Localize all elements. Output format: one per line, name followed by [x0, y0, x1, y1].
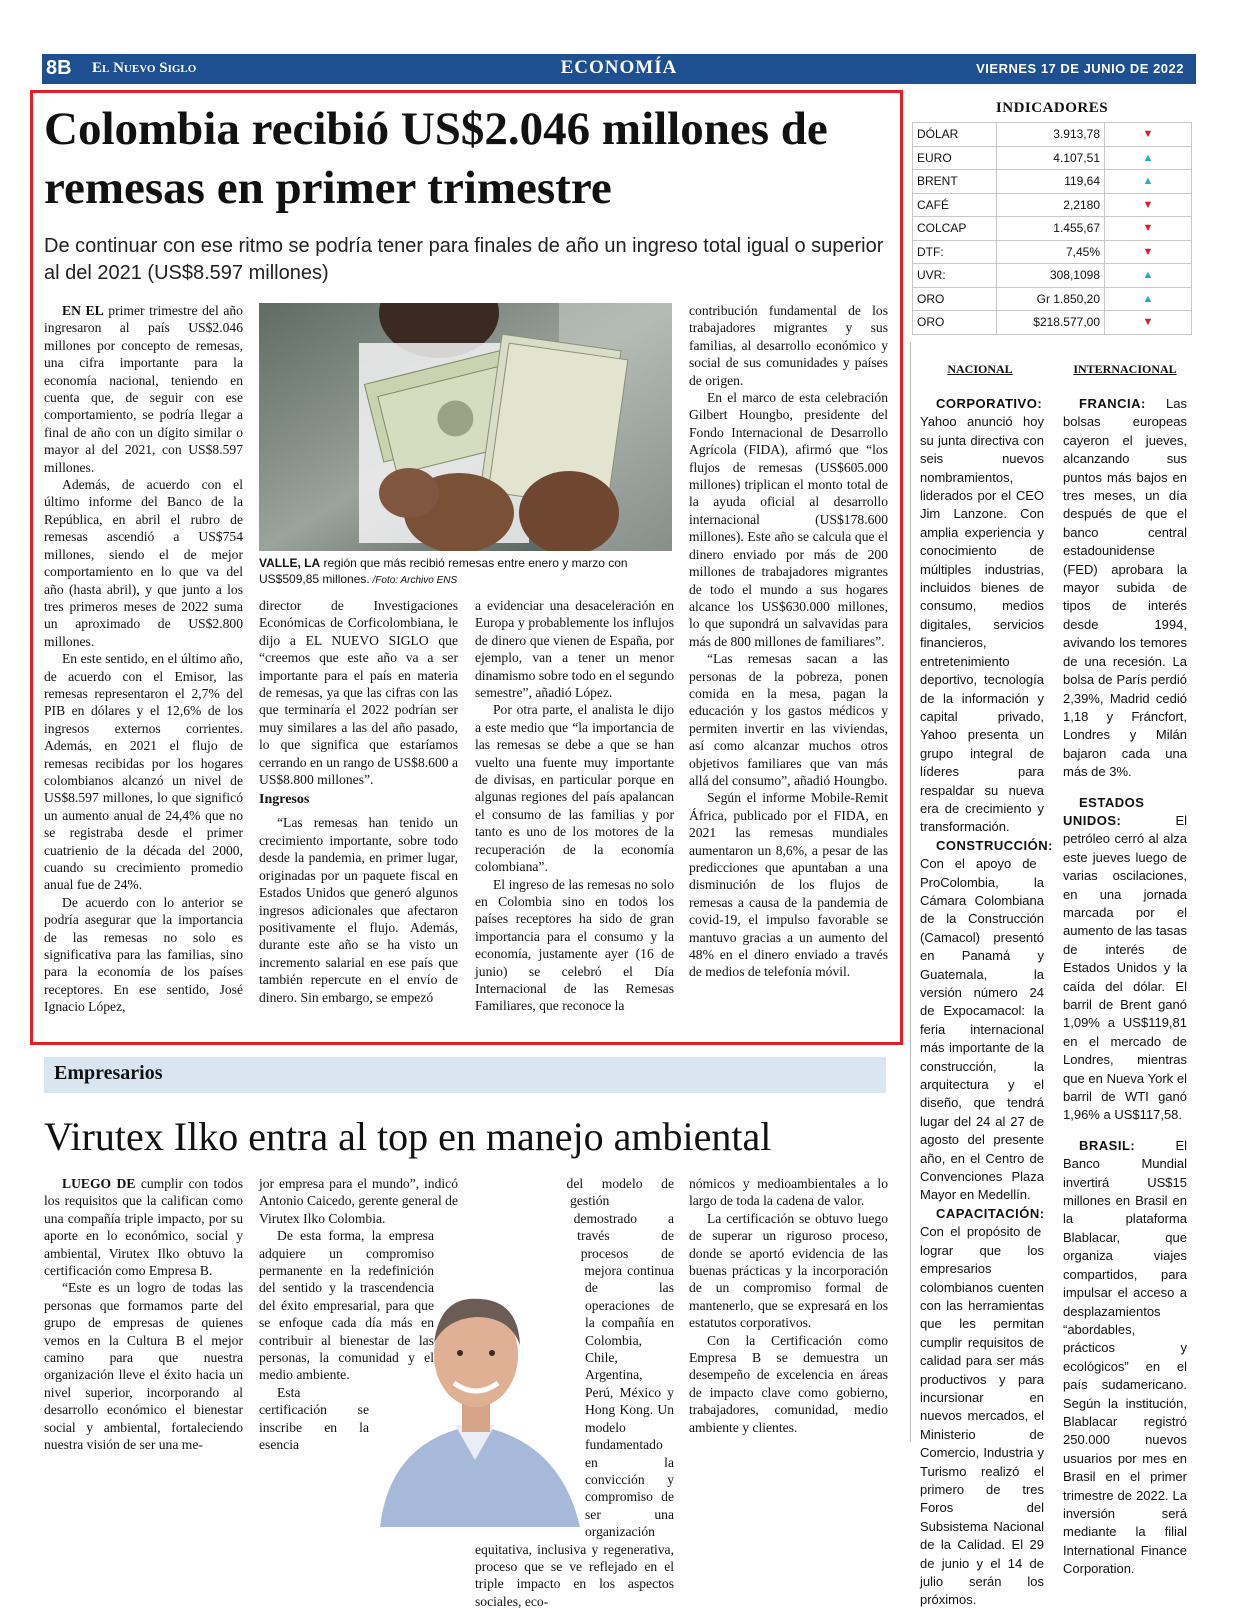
indicator-row [913, 217, 1192, 241]
brief-text: Yahoo anunció hoy su junta directiva con seis nuevos nombramientos, liderados por el CEO Jim Lanzone. Con amplia experiencia y conocimiento de múltiples industrias, incluidos bienes de consumo, medios digitales, servicios financieros, entretenimiento deportivo, tecnología de la información y capital privado, Yahoo presenta un grupo integral de líderes para respaldar su nueva era de crecimiento y transformación. [920, 414, 1044, 835]
page-number: 8B [46, 57, 72, 79]
indicator-row [913, 123, 1192, 147]
indicator-name: ORO [913, 311, 997, 335]
paragraph: a evidenciar una desaceleración en Europa y probablemente los influjos de dinero que vienen de España, por ejemplo, van a tener un menor dinamismo sobre todo en el segundo semestre”, añadió López. [475, 598, 674, 701]
paragraph: La certificación se obtuvo luego de superar un riguroso proceso, donde se aportó evidencia de las buenas prácticas y la incorporación de un compromiso formal de mantenerlo, que se expresará en los estatutos corporativos. [689, 1210, 888, 1331]
brief-text: Con el propósito de lograr que los empresarios colombianos cuenten con las herramientas que les permitan cumplir requisitos de calidad para ser más productivos y para incursionar en nuevos mercados, el Ministerio de Comercio, Industria y Turismo realizó el primero de tres Foros del Subsistema Nacional de la Calidad. El 29 de junio y el 14 de julio serán los próximos. [920, 1224, 1044, 1608]
section-band [44, 1057, 886, 1093]
indicator-value: $218.577,00 [996, 311, 1104, 335]
paragraph: del modelo de gestión demostrado a través de procesos de mejora continua de las operaciones de la compañía en Colombia, Chile, Argentina, Perú, México y Hong Kong. Un modelo fundamentado en la convicción y compromiso de ser una organización equitativa, inclusiva y regenerativa, proceso que se ve reflejado en el triple impacto en los aspectos sociales, eco- [475, 1176, 674, 1609]
header-bar [42, 54, 1196, 84]
indicator-name: DTF: [913, 240, 997, 264]
paragraph: En este sentido, en el último año, de acuerdo con el Emisor, las remesas representaron el 2,7% del PIB en dólares y el 12,6% de los ingresos externos corrientes. Además, en 2021 el flujo de remesas recibidas por los hogares colombianos alcanzó un nivel de US$8.597 millones, lo que significó un aumento anual de 24,4% que no se registraba desde el primer cuatrienio de la década del 2000, cuando su crecimiento promedio anual fue de 24%. [44, 651, 243, 893]
paragraph: contribución fundamental de los trabajadores migrantes y sus familias, al desarrollo económico y social de sus comunidades y países de origen. [689, 303, 888, 388]
article-column-3 [475, 597, 674, 1015]
arrow-up-icon: ▲ [1105, 146, 1192, 170]
article-column-4 [689, 302, 888, 981]
section-band-label: Empresarios [54, 1062, 163, 1084]
issue-date: VIERNES 17 DE JUNIO DE 2022 [976, 61, 1184, 76]
brief-title: CONSTRUCCIÓN: [936, 837, 1053, 853]
caption-kicker: VALLE, LA [259, 556, 321, 570]
second-column-4 [689, 1175, 888, 1436]
kicker: EN EL [62, 303, 104, 318]
paragraph: De esta forma, la empresa adquiere un compromiso permanente en la redefinición del sentido y la trascendencia del éxito empresarial, para que se enfoque cada día más en contribuir al bienestar de las personas, la comunidad y el medio ambiente. [259, 1228, 434, 1383]
arrow-down-icon: ▼ [1105, 217, 1192, 241]
brief-title: CAPACITACIÓN: [936, 1205, 1045, 1221]
brief-title: FRANCIA: [1079, 396, 1146, 411]
indicator-value: 308,1098 [996, 264, 1104, 288]
indicator-row [913, 193, 1192, 217]
brief-title: CORPORATIVO: [936, 396, 1043, 411]
kicker: LUEGO DE [62, 1176, 136, 1191]
newspaper-name: El Nuevo Siglo [92, 60, 197, 76]
article-lead: De continuar con ese ritmo se podría tener para finales de año un ingreso total igual o superior al del 2021 (US$8.597 millones) [44, 235, 884, 284]
article-column-2 [259, 597, 458, 1006]
indicator-value: 2,2180 [996, 193, 1104, 217]
indicator-row [913, 311, 1192, 335]
paragraph: Por otra parte, el analista le dijo a este medio que “la importancia de las remesas se debe a que se han vuelto una fuente muy importante de divisas, en particular porque en algunas regiones del país apalancan el consumo de las familias y por tanto es uno de los motores de la recuperación de la economía colombiana”. [475, 702, 674, 875]
arrow-up-icon: ▲ [1105, 264, 1192, 288]
paragraph: De acuerdo con lo anterior se podría asegurar que la importancia de las remesas no solo es significativa para las familias, sino para la economía de los países receptores. En ese sentido, José Ignacio López, [44, 894, 243, 1015]
paragraph: nómicos y medioambientales a lo largo de toda la cadena de valor. [689, 1176, 888, 1209]
section-title: ECONOMÍA [560, 57, 678, 78]
internacional-heading: INTERNACIONAL [1073, 362, 1177, 376]
indicator-row [913, 287, 1192, 311]
indicator-name: COLCAP [913, 217, 997, 241]
indicators-title: INDICADORES [995, 100, 1109, 116]
indicator-value: 3.913,78 [996, 123, 1104, 147]
brief-title: BRASIL: [1079, 1137, 1136, 1153]
second-column-1 [44, 1175, 243, 1454]
article-column-1 [44, 302, 243, 1016]
indicator-value: 4.107,51 [996, 146, 1104, 170]
subheading: Ingresos [259, 792, 310, 808]
arrow-down-icon: ▼ [1105, 240, 1192, 264]
paragraph: “Las remesas sacan a las personas de la pobreza, ponen comida en la mesa, pagan la educación y los gastos médicos y permiten invertir en las viviendas, así como alcanzar muchos otros objetivos familiares que van más allá del consumo”, añadió Houngbo. [689, 651, 888, 788]
paragraph: Con la Certificación como Empresa B se demuestra un desempeño de excelencia en áreas de impacto clave como gobierno, trabajadores, comunidad, medio ambiente y clientes. [689, 1332, 888, 1435]
brief-text: El petróleo cerró al alza este jueves luego de varias oscilaciones, en una jornada marcada por el aumento de las tasas de interés de Estados Unidos y la caída del dólar. El barril de Brent ganó 1,09% a US$119,81 en el mercado de Londres, mientras que en Nueva York el barril de WTI ganó 1,96% a US$117,58. [1063, 812, 1187, 1123]
indicator-name: BRENT [913, 170, 997, 194]
internacional-column [1063, 395, 1187, 1579]
photo-caption [259, 555, 672, 589]
nacional-heading: NACIONAL [947, 362, 1013, 376]
money-photo [259, 303, 672, 551]
brief-text: Con el apoyo de ProColombia, la Cámara Colombiana de la Construcción (Camacol) presentó en Panamá y Guatemala, la versión número 24 de Expocamacol: la feria internacional más importante de la construcción, la arquitectura y el diseño, que tendrá lugar del 24 al 27 de agosto del presente año, en el Centro de Convenciones Plaza Mayor en Medellín. [920, 856, 1044, 1203]
paragraph: “Las remesas han tenido un crecimiento importante, sobre todo desde la pandemia, en primer lugar, originadas por un paquete fiscal en Estados Unidos que generó algunos ingresos adicionales que afectaron positivamente el flujo. Además, durante este año se ha visto un incremento salarial en ese país que también repercute en el envío de dinero. Sin embargo, se empezó [259, 815, 458, 1005]
photo-credit: /Foto: Archivo ENS [369, 575, 458, 586]
arrow-down-icon: ▼ [1105, 193, 1192, 217]
indicator-row [913, 146, 1192, 170]
article-title: Colombia recibió US$2.046 millones de remesas en primer trimestre [44, 103, 828, 214]
indicators-table [912, 122, 1192, 335]
paragraph: El ingreso de las remesas no solo en Colombia sino en todos los países receptores ha sido de gran importancia para el consumo y la economía, justamente ayer (16 de junio) se celebró el Día Internacional de las Remesas Familiares, que reconoce la [475, 876, 674, 1014]
paragraph: cumplir con todos los requisitos que la califican como una compañía triple impacto, por su aporte en lo económico, social y ambiental, Virutex Ilko obtuvo la certificación como Empresa B. [44, 1176, 244, 1279]
arrow-up-icon: ▲ [1105, 170, 1192, 194]
indicator-name: DÓLAR [913, 123, 997, 147]
portrait-photo [370, 1265, 590, 1527]
indicator-value: 1.455,67 [996, 217, 1104, 241]
indicator-name: EURO [913, 146, 997, 170]
nacional-column [920, 395, 1053, 1610]
divider [910, 342, 911, 1442]
paragraph: Según el informe Mobile-Remit África, publicado por el FIDA, en 2021 las remesas mundiales aumentaron un 8,6%, a pesar de las predicciones que apuntaban a una disminución de los flujos de remesas a causa de la pandemia de covid-19, el impulso favorable se mantuvo gracias a un aumento del 48% en el dinero enviado a través de medios de telefonía móvil. [689, 790, 888, 980]
indicator-value: Gr 1.850,20 [996, 287, 1104, 311]
brief-text: Las bolsas europeas cayeron el jueves, alcanzando sus puntos más bajos en tres meses, un día después de que el banco central estadounidense (FED) aprobara la mayor subida de tipos de interés desde 1994, avivando los temores de una recesión. La bolsa de París perdió 2,39%, Madrid cedió 1,18 y Fráncfort, Londres y Milán bajaron cada una más de 3%. [1063, 396, 1187, 780]
paragraph: En el marco de esta celebración Gilbert Houngbo, presidente del Fondo Internacional de Desarrollo Agrícola (FIDA), afirmó que “los flujos de remesas (US$605.000 millones) triplican el monto total de la ayuda oficial al desarrollo internacional (US$178.600 millones). Este año se calcula que el dinero enviado por más de 200 millones de trabajadores migrantes de todo el mundo a sus hogares alcance los US$630.000 millones, lo que supondrá un salvavidas para más de 800 millones de familiares”. [689, 390, 888, 649]
indicators-panel [912, 100, 1192, 335]
arrow-down-icon: ▼ [1105, 123, 1192, 147]
paragraph: jor empresa para el mundo”, indicó Antonio Caicedo, gerente general de Virutex Ilko Colombia. [259, 1176, 458, 1226]
paragraph: Además, de acuerdo con el último informe del Banco de la República, en abril el rubro de remesas ascendió a US$754 millones, siendo el de mejor comportamiento en lo que va del año (hasta abril), y que junto a los tres primeros meses de 2022 suma un aproximado de US$2.800 millones. [44, 477, 243, 649]
paragraph: Esta certificación se inscribe en la esencia [259, 1384, 369, 1453]
second-article-title: Virutex Ilko entra al top en manejo ambiental [44, 1114, 772, 1159]
paragraph: director de Investigaciones Económicas de Corficolombiana, le dijo a EL NUEVO SIGLO que “creemos que este año va a ser importante para el país en materia de remesas, ya que las cifras con las que terminaría el 2022 podrían ser muy similares a las del año pasado, lo que significa que estaríamos cerrando en un rango de US$8.600 a US$8.800 millones”. [259, 598, 458, 788]
caption-text: región que más recibió remesas entre enero y marzo con US$509,85 millones. [259, 556, 628, 586]
indicator-name: CAFÉ [913, 193, 997, 217]
arrow-down-icon: ▼ [1105, 311, 1192, 335]
arrow-up-icon: ▲ [1105, 287, 1192, 311]
paragraph: “Este es un logro de todas las personas que formamos parte del grupo de empresas de quienes vemos en la Cultura B el mejor camino para que nuestra organización lleve el éxito hacia un nivel superior, incorporando al desarrollo económico el bienestar social y ambiental, fortaleciendo nuestra visión de ser una me- [44, 1280, 243, 1453]
indicator-value: 119,64 [996, 170, 1104, 194]
indicator-row [913, 170, 1192, 194]
indicator-row [913, 264, 1192, 288]
brief-title: ESTADOS UNIDOS: [1063, 794, 1145, 828]
indicator-name: ORO [913, 287, 997, 311]
indicator-row [913, 240, 1192, 264]
paragraph: primer trimestre del año ingresaron al país US$2.046 millones por concepto de remesas, una cifra importante para la economía nacional, teniendo en cuenta que, de seguir con ese comportamiento, se podría llegar a final de año con un dígito similar o mayor al del 2021, con US$8.597 millones. [44, 303, 243, 475]
brief-text: El Banco Mundial invertirá US$15 millones en Brasil en la plataforma Blablacar, que organiza viajes compartidos, para impulsar el acceso a desplazamientos “abordables, prácticos y ecológicos” en el país sudamericano. Según la institución, Blablacar registró 250.000 nuevos usuarios por mes en Brasil en el primer trimestre de 2022. La inversión será mediante la filial International Finance Corporation. [1063, 1137, 1187, 1577]
indicator-value: 7,45% [996, 240, 1104, 264]
indicator-name: UVR: [913, 264, 997, 288]
